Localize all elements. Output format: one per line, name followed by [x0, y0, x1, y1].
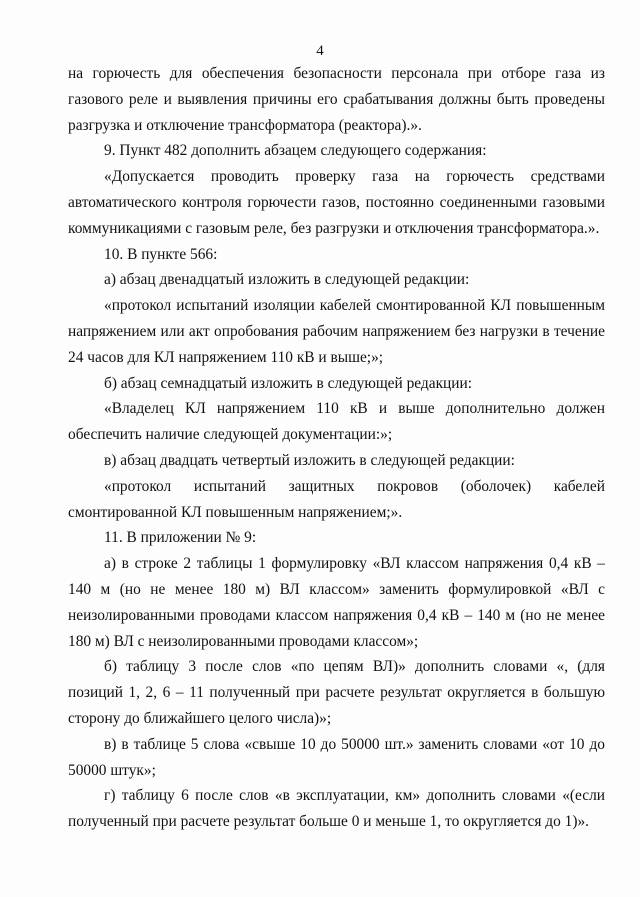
paragraph-item-11: 11. В приложении № 9: — [104, 529, 257, 547]
paragraph-item-9: 9. Пункт 482 дополнить абзацем следующего содержания: — [104, 142, 487, 160]
paragraph-item-10-b-quote: «Владелец КЛ напряжением 110 кВ и выше дополнительно должен обеспечить наличие следующей документации:»; — [68, 400, 605, 444]
paragraph-item-10: 10. В пункте 566: — [104, 245, 218, 263]
page-number: 4 — [316, 43, 324, 59]
paragraph-item-10-a-quote: «протокол испытаний изоляции кабелей смонтированной КЛ повышенным напряжением или акт опробования рабочим напряжением без нагрузки в течение 24 часов для КЛ напряжением 110 кВ и выше;»; — [68, 297, 605, 366]
paragraph-item-10-a: а) абзац двенадцатый изложить в следующей редакции: — [104, 271, 470, 289]
paragraph-item-11-b: б) таблицу 3 после слов «по цепям ВЛ)» дополнить словами «, (для позиций 1, 2, 6 – 11 полученный при расчете результат округляется в большую сторону до ближайшего целого числа)»; — [68, 658, 605, 727]
paragraph-item-10-v-quote: «протокол испытаний защитных покровов (оболочек) кабелей смонтированной КЛ повышенным напряжением;». — [68, 477, 605, 521]
paragraph-item-9-quote: «Допускается проводить проверку газа на горючесть средствами автоматического контроля горючести газов, постоянно соединенными газовыми коммуникациями с газовым реле, без разгрузки и отключения трансформатора.». — [68, 168, 605, 237]
paragraph-item-11-v: в) в таблице 5 слова «свыше 10 до 50000 шт.» заменить словами «от 10 до 50000 штук»; — [68, 735, 605, 779]
paragraph-item-10-b: б) абзац семнадцатый изложить в следующей редакции: — [104, 374, 473, 392]
paragraph-item-11-a: а) в строке 2 таблицы 1 формулировку «ВЛ классом напряжения 0,4 кВ – 140 м (но не менее 180 м) ВЛ классом» заменить формулировкой «ВЛ с неизолированными проводами классом напряжения 0,4 кВ – 140 м (но не менее 180 м) ВЛ с неизолированными проводами классом»; — [68, 555, 605, 650]
paragraph-continuation: на горючесть для обеспечения безопасности персонала при отборе газа из газового реле и выявления причины его срабатывания должны быть проведены разгрузка и отключение трансформатора (реактора).». — [68, 65, 605, 134]
document-body — [68, 61, 605, 835]
paragraph-item-10-v: в) абзац двадцать четвертый изложить в следующей редакции: — [104, 451, 515, 469]
paragraph-item-11-g: г) таблицу 6 после слов «в эксплуатации, км» дополнить словами «(если полученный при расчете результат больше 0 и меньше 1, то округляется до 1)». — [68, 787, 605, 831]
